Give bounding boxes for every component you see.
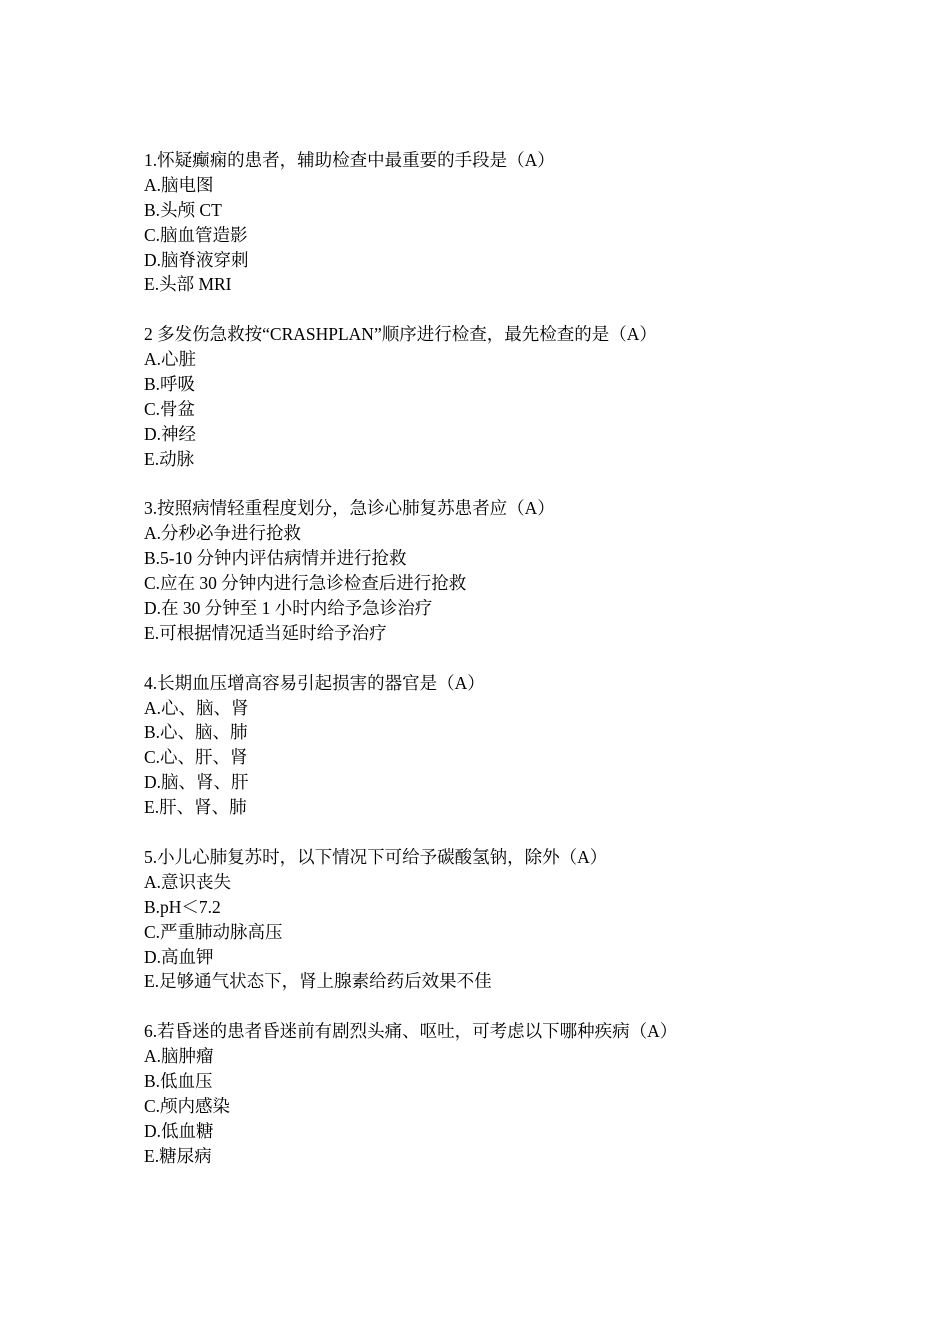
question-5 — [144, 845, 844, 994]
option-b: B.心、脑、肺 — [144, 722, 248, 743]
question-stem: 4.长期血压增高容易引起损害的器官是（A） — [144, 672, 485, 693]
question-stem: 5.小儿心肺复苏时，以下情况下可给予碳酸氢钠，除外（A） — [144, 846, 608, 867]
option-b: B.pH＜7.2 — [144, 896, 221, 917]
question-3 — [144, 496, 844, 645]
option-a: A.脑肿瘤 — [144, 1046, 214, 1067]
option-d: D.脑脊液穿刺 — [144, 249, 249, 270]
option-c: C.颅内感染 — [144, 1095, 231, 1116]
question-2 — [144, 322, 844, 471]
option-c: C.严重肺动脉高压 — [144, 921, 283, 942]
option-a: A.分秒必争进行抢救 — [144, 523, 302, 544]
option-a: A.心脏 — [144, 349, 197, 370]
option-d: D.脑、肾、肝 — [144, 772, 249, 793]
question-stem: 6.若昏迷的患者昏迷前有剧烈头痛、呕吐，可考虑以下哪种疾病（A） — [144, 1021, 678, 1042]
option-e: E.可根据情况适当延时给予治疗 — [144, 622, 387, 643]
option-e: E.动脉 — [144, 448, 195, 469]
option-c: C.心、肝、肾 — [144, 747, 248, 768]
option-b: B.低血压 — [144, 1070, 213, 1091]
option-e: E.肝、肾、肺 — [144, 797, 247, 818]
option-d: D.高血钾 — [144, 946, 214, 967]
option-d: D.低血糖 — [144, 1120, 214, 1141]
option-d: D.神经 — [144, 423, 197, 444]
option-c: C.骨盆 — [144, 398, 196, 419]
question-list — [144, 148, 844, 1193]
option-d: D.在 30 分钟至 1 小时内给予急诊治疗 — [144, 598, 433, 619]
question-1 — [144, 148, 844, 297]
option-a: A.意识丧失 — [144, 871, 232, 892]
question-4 — [144, 671, 844, 820]
option-a: A.心、脑、肾 — [144, 697, 249, 718]
question-6 — [144, 1019, 844, 1168]
question-stem: 2 多发伤急救按“CRASHPLAN”顺序进行检查，最先检查的是（A） — [144, 324, 657, 345]
option-b: B.5-10 分钟内评估病情并进行抢救 — [144, 548, 407, 569]
option-b: B.呼吸 — [144, 374, 196, 395]
option-c: C.脑血管造影 — [144, 224, 248, 245]
question-stem: 1.怀疑癫痫的患者，辅助检查中最重要的手段是（A） — [144, 150, 555, 170]
option-c: C.应在 30 分钟内进行急诊检查后进行抢救 — [144, 573, 467, 594]
option-b: B.头颅 CT — [144, 199, 222, 220]
option-e: E.糖尿病 — [144, 1145, 212, 1166]
option-e: E.头部 MRI — [144, 274, 232, 295]
option-a: A.脑电图 — [144, 174, 214, 195]
option-e: E.足够通气状态下，肾上腺素给药后效果不佳 — [144, 971, 492, 992]
question-stem: 3.按照病情轻重程度划分，急诊心肺复苏患者应（A） — [144, 498, 555, 519]
